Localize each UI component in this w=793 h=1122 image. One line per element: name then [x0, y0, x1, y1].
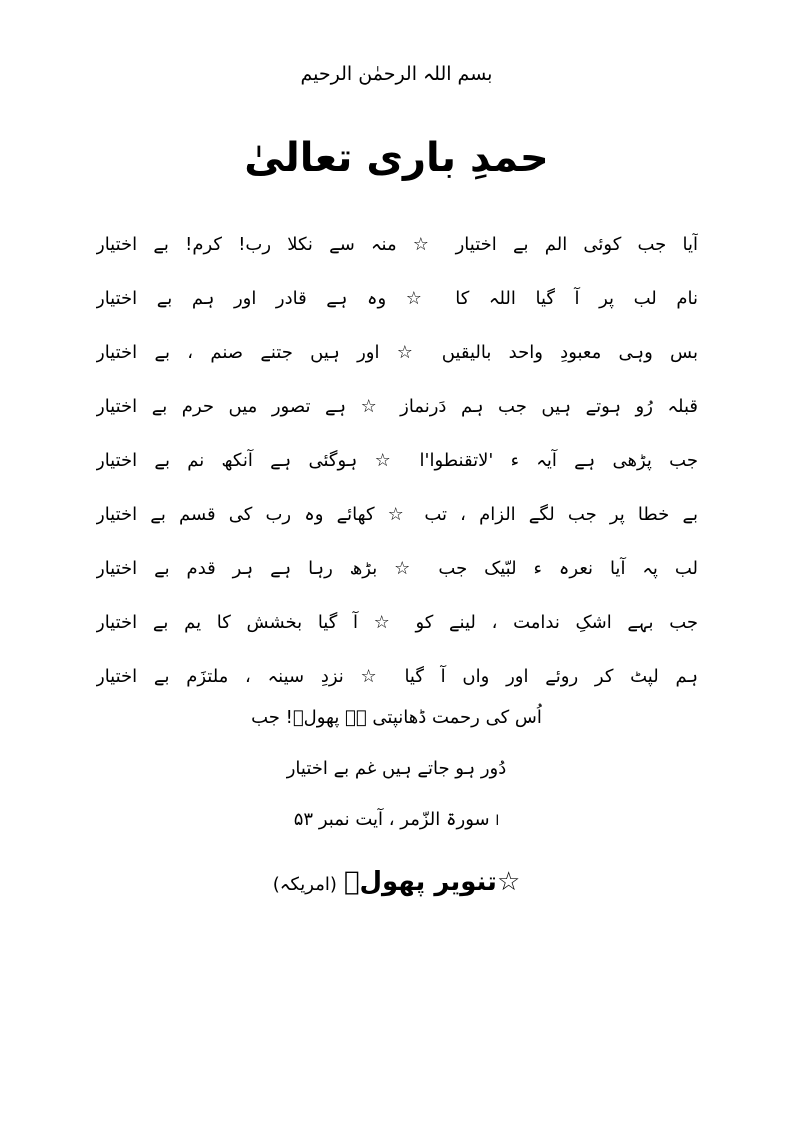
- closing-line: اُس کی رحمت ڈھانپتی ہے پھولؔ! جب: [251, 707, 542, 728]
- verse-line: لب پہ آیا نعرہ ء لبّیک جب ☆ بڑھ رہا ہے ہر قدم بے اختیار: [96, 558, 698, 579]
- poem-title: حمدِ باری تعالیٰ: [244, 135, 549, 181]
- bismillah-heading: بسم اللہ الرحمٰن الرحیم: [300, 63, 493, 85]
- verse-line: نام لب پر آ گیا اللہ کا ☆ وہ ہے قادر اور ہم بے اختیار: [96, 288, 698, 309]
- star-icon: ☆: [496, 867, 521, 897]
- author-signature: [0, 862, 793, 905]
- footnote-text: سورۃ الزّمر ، آیت نمبر ۵۳: [293, 809, 490, 830]
- verse-list: [96, 218, 698, 704]
- verse-line: جب پڑھی ہے آیہ ء 'لاتقنطوا'ا ☆ ہوگئی ہے آنکھ نم بے اختیار: [96, 450, 698, 471]
- closing-couplet: [0, 692, 793, 845]
- author-name: تنویر پھولؔ: [343, 867, 497, 897]
- closing-line: دُور ہو جاتے ہیں غم بے اختیار: [286, 758, 507, 779]
- reference-footnote: [0, 794, 793, 845]
- footnote-mark: ا: [495, 813, 500, 829]
- verse-line: آیا جب کوئی الم بے اختیار ☆ منہ سے نکلا رب! کرم! بے اختیار: [96, 234, 698, 255]
- author-location: (امریکہ): [272, 874, 337, 895]
- verse-line: جب بہے اشکِ ندامت ، لینے کو ☆ آ گیا بخشش کا یم بے اختیار: [96, 612, 698, 633]
- verse-line: بس وہی معبودِ واحد بالیقیں ☆ اور ہیں جتنے صنم ، بے اختیار: [96, 342, 698, 363]
- verse-line: ہم لپٹ کر روئے اور واں آ گیا ☆ نزدِ سینہ ، ملتزَم بے اختیار: [96, 666, 698, 687]
- verse-line: قبلہ رُو ہوتے ہیں جب ہم دَرنماز ☆ ہے تصور میں حرم بے اختیار: [96, 396, 698, 417]
- verse-line: بے خطا پر جب لگے الزام ، تب ☆ کھائے وہ رب کی قسم بے اختیار: [96, 504, 698, 525]
